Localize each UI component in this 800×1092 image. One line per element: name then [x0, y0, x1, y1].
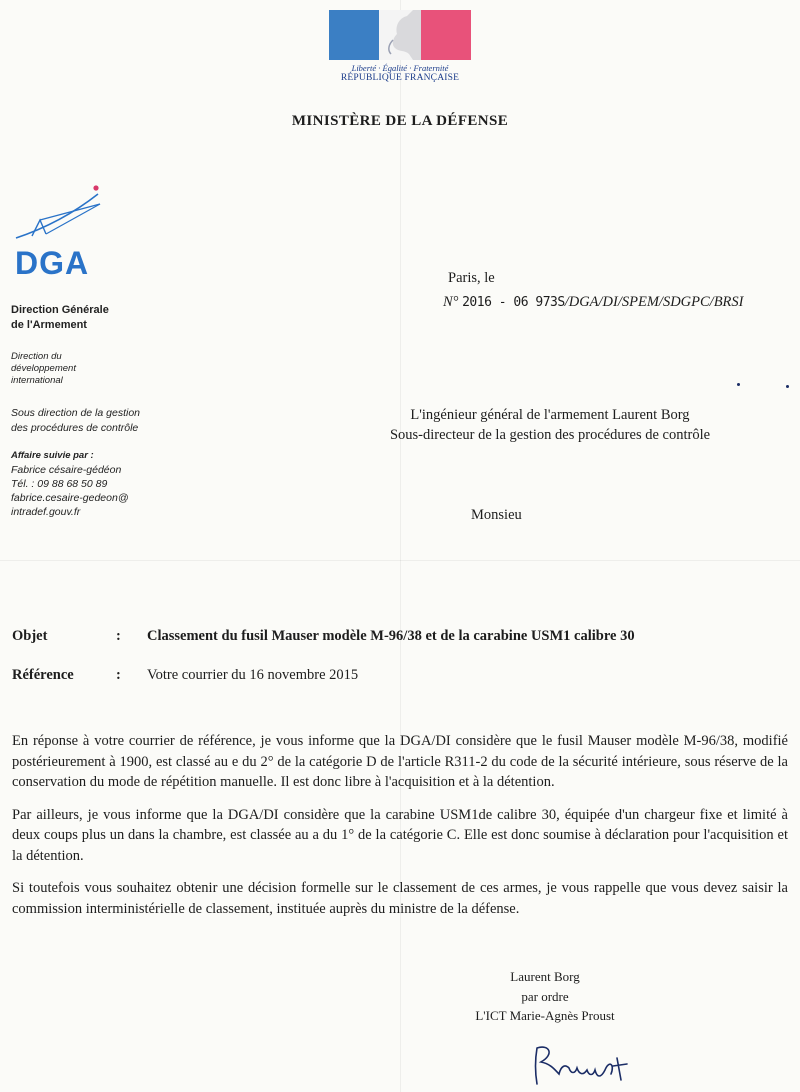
body-paragraph: En réponse à votre courrier de référence, je vous informe que la DGA/DI considère que le fusil Mauser modèle M-96/38, modifié postérieurement à 1900, est classé au e du 2° de la catégorie D de l'article R311-2 du code de la sécurité intérieure, sous réserve de la conservation du mode de répétition manuelle. Il est donc libre à l'acquisition et à la détention. — [12, 733, 788, 790]
contact-name: Fabrice césaire-gédéon — [11, 464, 122, 476]
reference-label: Référence — [12, 667, 74, 683]
body-paragraph: Par ailleurs, je vous informe que la DGA/DI considère que la carabine USM1de calibre 30, équipée d'un chargeur fixe et limité à deux coups plus un dans la chambre, est classée au a du 1° de la catégorie C. Elle est donc soumise à déclaration pour l'acquisition et la détention. — [12, 806, 788, 864]
handwritten-signature — [525, 1040, 635, 1090]
objet-label: Objet — [12, 628, 48, 644]
republic-name: RÉPUBLIQUE FRANÇAISE — [340, 73, 460, 83]
sous-direction: Sous direction de la gestion des procédures de contrôle — [11, 407, 140, 434]
paper-fold-horizontal — [0, 560, 800, 561]
letter-body — [12, 731, 788, 931]
signature-signer: L'ICT Marie-Agnès Proust — [475, 1008, 615, 1023]
ink-dot — [737, 383, 740, 386]
reference-value: Votre courrier du 16 novembre 2015 — [147, 667, 359, 683]
dga-logo-text: DGA — [15, 245, 90, 281]
marianne-logo — [329, 10, 471, 83]
direction-generale: Direction Générale de l'Armement — [11, 304, 109, 331]
ink-dot — [786, 385, 789, 388]
objet-value: Classement du fusil Mauser modèle M-96/38 et de la carabine USM1 calibre 30 — [147, 628, 635, 644]
place-date: Paris, le — [448, 270, 495, 286]
sender-block — [330, 405, 770, 445]
marianne-profile-icon — [379, 10, 421, 60]
signature-order: par ordre — [521, 988, 569, 1004]
tricolor-flag — [329, 10, 471, 60]
handwritten-number: 2016 - 06 973S — [462, 295, 565, 310]
republic-motto: Liberté · Égalité · Fraternité — [351, 63, 449, 73]
greeting: Monsieu — [471, 507, 522, 523]
letter-page: Liberté · Égalité · Fraternité RÉPUBLIQUE FRANÇAISE MINISTÈRE DE LA DÉFENSE DGA Direction Générale de l'Armement Direction du développement international Sous direction de la gestion des procédures de contrôle Affaire suivie par : Fabrice césaire-gédéon Tél. : 09 88 68 50 89 fabrice.cesaire-gedeon@ intradef.gouv.fr Paris, le N° 2016 - 06 973S/DGA/DI/SPEM/SDGPC/BRSI L'ingénieur général de l'armement Laurent Borg Sous-directeur de la gestion des procédures de contrôle Monsieu Objet : Classement du fusil Mauser modèle M-96/38 et de la carabine USM1 calibre 30 Référence : Votre courrier du 16 novembre 2015 En réponse à votre courrier de référence, je vous informe que la DGA/DI considère que le fusil Mauser modèle M-96/38, modifié postérieurement à 1900, est classé au e du 2° de la catégorie D de l'article R311-2 du code de la sécurité intérieure, sous réserve de la conservation du mode de répétition manuelle. Il est donc libre à l'acquisition et à la détention. Par ailleurs, je vous informe que la DGA/DI considère que la carabine USM1de calibre 30, équipée d'un chargeur fixe et limité à deux coups plus un dans la chambre, est classée au a du 1° de la catégorie C. Elle est donc soumise à déclaration pour l'acquisition et la détention. Si toutefois vous souhaitez obtenir une décision formelle sur le classement de ces armes, je vous rappelle que vous devez saisir la commission interministérielle de classement, instituée auprès du ministre de la défense. Laurent Borg par ordre L'ICT Marie-Agnès Proust — [0, 0, 800, 1092]
contact-phone: Tél. : 09 88 68 50 89 — [11, 478, 108, 490]
ministry-title: MINISTÈRE DE LA DÉFENSE — [291, 113, 509, 129]
contact-block — [11, 449, 128, 519]
direction-developpement: Direction du développement international — [11, 351, 76, 386]
sender-role: Sous-directeur de la gestion des procédures de contrôle — [389, 427, 711, 443]
signature-block — [470, 967, 620, 1026]
contact-email-domain: intradef.gouv.fr — [11, 506, 81, 518]
sender-title: L'ingénieur général de l'armement Laurent Borg — [410, 407, 690, 423]
contact-label: Affaire suivie par : — [11, 450, 94, 461]
signature-name: Laurent Borg — [510, 969, 580, 984]
contact-email: fabrice.cesaire-gedeon@ — [11, 492, 129, 504]
reference-number: N° 2016 - 06 973S/DGA/DI/SPEM/SDGPC/BRSI — [443, 294, 744, 310]
body-paragraph: Si toutefois vous souhaitez obtenir une décision formelle sur le classement de ces armes, je vous rappelle que vous devez saisir la commission interministérielle de classement, instituée auprès du ministre de la défense. — [12, 880, 788, 917]
